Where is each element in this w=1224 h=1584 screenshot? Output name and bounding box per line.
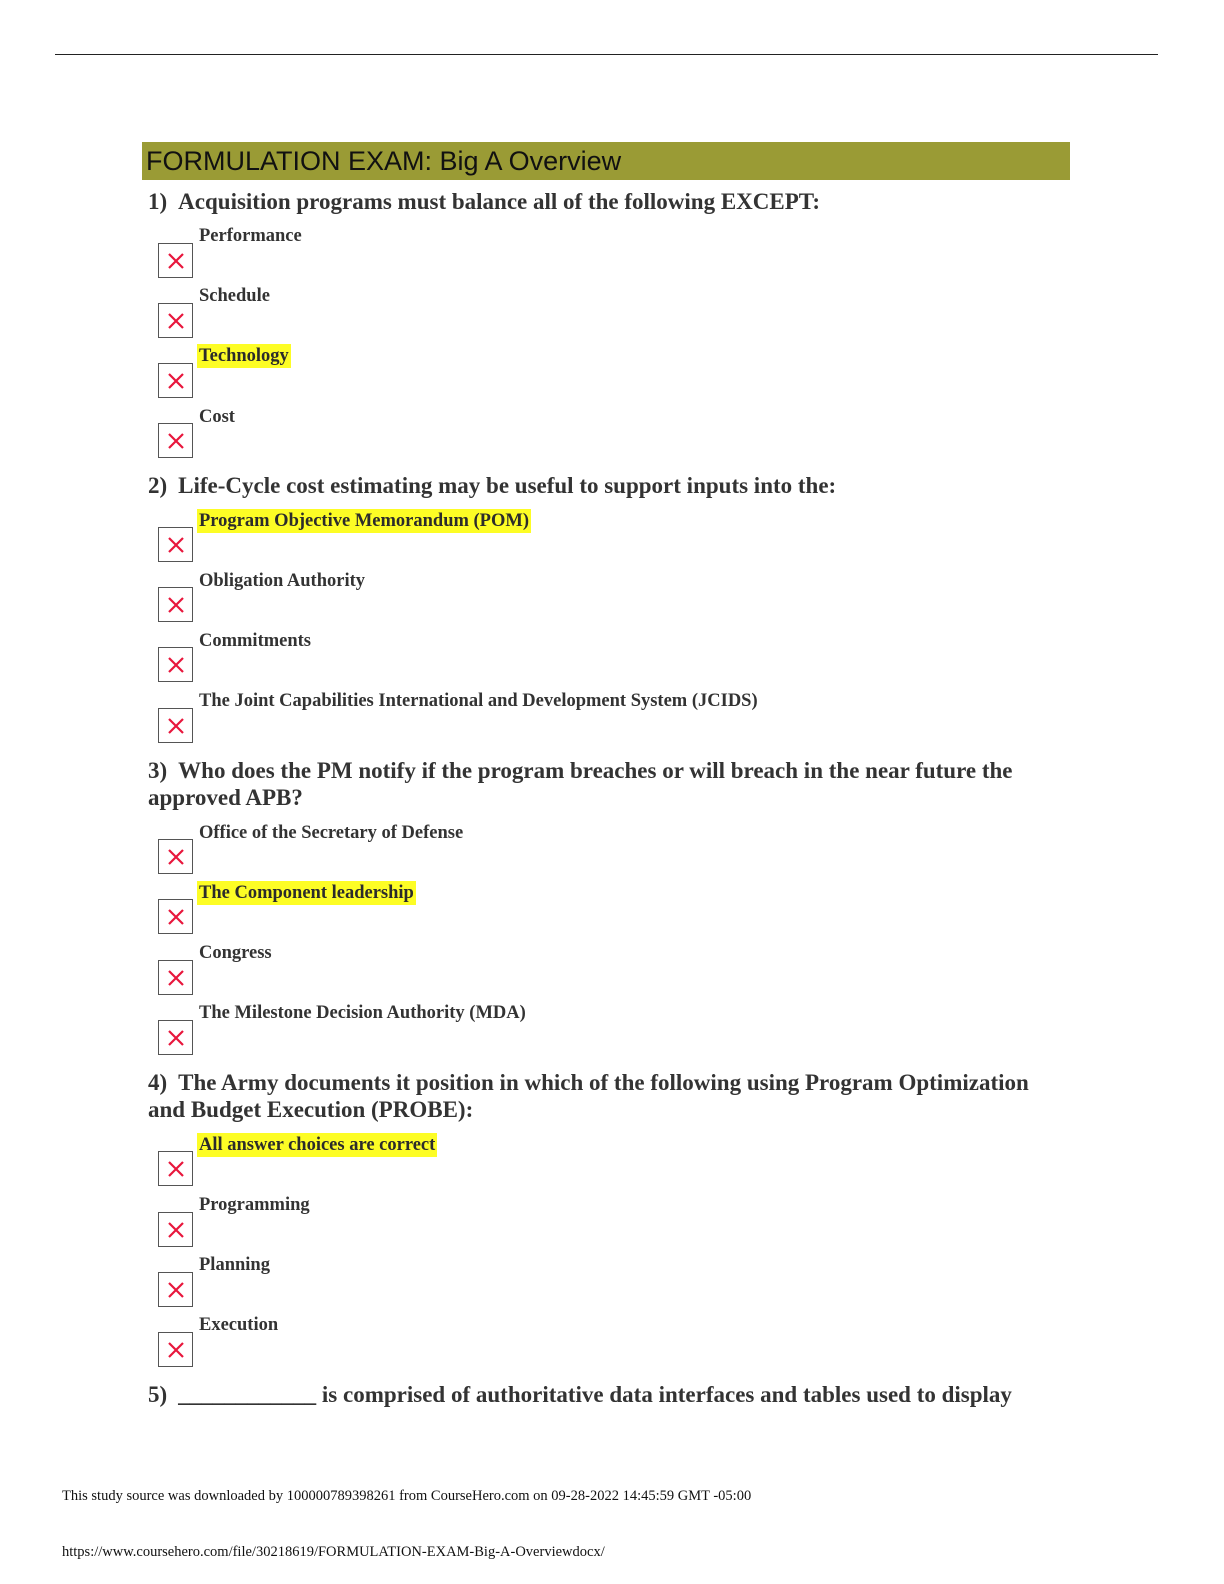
answer-checkbox[interactable] [158, 899, 193, 934]
answer-checkbox[interactable] [158, 587, 193, 622]
red-x-icon [159, 900, 191, 932]
option-label-highlighted: All answer choices are correct [199, 1135, 436, 1155]
option-label: Schedule [199, 286, 270, 306]
red-x-icon [159, 961, 191, 993]
answer-checkbox[interactable] [158, 1332, 193, 1367]
answer-checkbox[interactable] [158, 423, 193, 458]
answer-checkbox[interactable] [158, 527, 193, 562]
answer-checkbox[interactable] [158, 1212, 193, 1247]
option-label: Obligation Authority [199, 571, 366, 591]
option-label: Performance [199, 226, 302, 246]
question-text: Acquisition programs must balance all of the following EXCEPT: [178, 189, 821, 214]
option-label-highlighted: The Component leadership [199, 883, 414, 903]
option-label: Execution [199, 1315, 279, 1335]
answer-checkbox[interactable] [158, 303, 193, 338]
red-x-icon [159, 424, 191, 456]
red-x-icon [159, 304, 191, 336]
question-1 [148, 188, 1063, 215]
page-title: FORMULATION EXAM: Big A Overview [146, 146, 622, 176]
answer-checkbox[interactable] [158, 1151, 193, 1186]
title-bar [142, 142, 1070, 180]
question-text: ____________ is comprised of authoritative data interfaces and tables used to display [178, 1382, 1012, 1407]
red-x-icon [159, 244, 191, 276]
top-rule [55, 54, 1158, 55]
answer-checkbox[interactable] [158, 708, 193, 743]
red-x-icon [159, 364, 191, 396]
option-label-highlighted: Technology [199, 346, 289, 366]
answer-checkbox[interactable] [158, 243, 193, 278]
option-label: Congress [199, 943, 272, 963]
question-3 [148, 757, 1063, 811]
download-source-notice: This study source was downloaded by 100000789398261 from CourseHero.com on 09-28-2022 14:45:59 GMT -05:00 [62, 1488, 752, 1504]
option-label: Programming [199, 1195, 310, 1215]
option-label: Commitments [199, 631, 312, 651]
question-text: Who does the PM notify if the program breaches or will breach in the near future the approved APB? [148, 758, 1013, 810]
red-x-icon [159, 1273, 191, 1305]
question-text: The Army documents it position in which of the following using Program Optimization and Budget Execution (PROBE): [148, 1070, 1029, 1122]
red-x-icon [159, 1333, 191, 1365]
option-label: Cost [199, 407, 235, 427]
source-url[interactable]: https://www.coursehero.com/file/30218619/FORMULATION-EXAM-Big-A-Overviewdocx/ [62, 1544, 605, 1560]
question-text: Life-Cycle cost estimating may be useful to support inputs into the: [178, 473, 837, 498]
red-x-icon [159, 528, 191, 560]
red-x-icon [159, 840, 191, 872]
question-4 [148, 1069, 1063, 1123]
option-label: The Joint Capabilities International and Development System (JCIDS) [199, 691, 758, 711]
question-number: 2) [148, 473, 168, 498]
answer-checkbox[interactable] [158, 1020, 193, 1055]
red-x-icon [159, 588, 191, 620]
option-label-highlighted: Program Objective Memorandum (POM) [199, 511, 529, 531]
answer-checkbox[interactable] [158, 960, 193, 995]
question-5 [148, 1381, 1063, 1408]
red-x-icon [159, 709, 191, 741]
answer-checkbox[interactable] [158, 839, 193, 874]
option-label: Office of the Secretary of Defense [199, 823, 464, 843]
question-number: 3) [148, 758, 168, 783]
answer-checkbox[interactable] [158, 647, 193, 682]
red-x-icon [159, 1152, 191, 1184]
option-label: The Milestone Decision Authority (MDA) [199, 1003, 526, 1023]
answer-checkbox[interactable] [158, 1272, 193, 1307]
question-number: 5) [148, 1382, 168, 1407]
option-label: Planning [199, 1255, 270, 1275]
answer-checkbox[interactable] [158, 363, 193, 398]
question-number: 4) [148, 1070, 168, 1095]
red-x-icon [159, 1213, 191, 1245]
red-x-icon [159, 1021, 191, 1053]
red-x-icon [159, 648, 191, 680]
question-number: 1) [148, 189, 168, 214]
question-2 [148, 472, 1063, 499]
